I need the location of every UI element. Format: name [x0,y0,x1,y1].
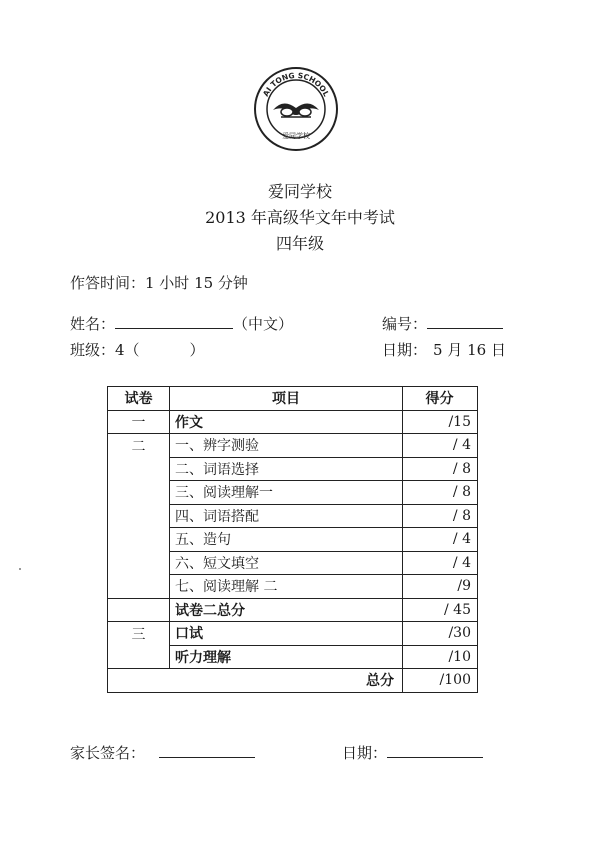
paper-cell [108,528,170,552]
paper-cell [108,598,170,622]
score-table [107,386,478,693]
score-cell: /15 [403,410,478,434]
class-close: ） [189,341,205,359]
item-cell: 听力理解 [170,645,403,669]
score-cell: / 8 [403,481,478,505]
paper-cell: 三 [108,622,170,646]
parent-sign-field[interactable] [159,757,255,758]
name-suffix: （中文） [233,315,294,333]
class-label: 班级：4（ [70,341,140,359]
name-line [70,313,293,334]
item-cell: 试卷二总分 [170,598,403,622]
table-row [108,575,478,599]
table-header-row [108,387,478,411]
score-cell: / 4 [403,528,478,552]
exam-title: 2013 年高级华文年中考试 [205,208,395,227]
number-field[interactable] [427,328,503,329]
score-cell: / 4 [403,434,478,458]
grade-label: 四年级 [275,234,324,253]
name-field[interactable] [115,328,233,329]
parent-sign-label: 家长签名： [70,744,146,762]
paper-cell [108,645,170,669]
table-row [108,410,478,434]
logo-bottom-text: 爱同学校 [282,132,310,140]
table-row [108,622,478,646]
item-cell: 作文 [170,410,403,434]
paper-cell [108,457,170,481]
number-label: 编号： [382,315,428,333]
paper-cell [108,551,170,575]
paper-cell [108,575,170,599]
date-line [382,339,506,360]
paper-cell [108,481,170,505]
item-cell: 口试 [170,622,403,646]
table-row [108,551,478,575]
footer-date-field[interactable] [387,757,483,758]
table-row [108,481,478,505]
item-cell: 四、词语搭配 [170,504,403,528]
parent-sign-line [70,742,255,763]
name-label: 姓名： [70,315,116,333]
score-cell: /30 [403,622,478,646]
item-cell: 七、阅读理解 二 [170,575,403,599]
date-label: 日期： [382,341,428,359]
footer-date-label: 日期： [342,744,388,762]
table-row [108,598,478,622]
score-cell: /9 [403,575,478,599]
total-label: 总分 [108,669,403,693]
table-total-row [108,669,478,693]
paper-cell: 二 [108,434,170,458]
scan-speck [19,568,21,570]
table-row [108,457,478,481]
item-cell: 六、短文填空 [170,551,403,575]
paper-cell: 一 [108,410,170,434]
score-cell: / 4 [403,551,478,575]
score-cell: / 8 [403,457,478,481]
table-row [108,645,478,669]
item-cell: 二、词语选择 [170,457,403,481]
date-value: 5 月 16 日 [433,341,506,359]
table-row [108,434,478,458]
item-cell: 三、阅读理解一 [170,481,403,505]
school-name: 爱同学校 [267,182,332,201]
score-cell: / 8 [403,504,478,528]
class-line [70,339,205,360]
school-crest-icon [253,66,339,152]
table-row [108,504,478,528]
table-row [108,528,478,552]
score-cell: /10 [403,645,478,669]
header-item: 项目 [170,387,403,411]
logo-ring-text: AI TONG SCHOOL [261,70,331,98]
paper-cell [108,504,170,528]
header-paper: 试卷 [108,387,170,411]
total-score: /100 [403,669,478,693]
header-score: 得分 [403,387,478,411]
item-cell: 一、辨字测验 [170,434,403,458]
score-cell: / 45 [403,598,478,622]
number-line [382,313,503,334]
item-cell: 五、造句 [170,528,403,552]
duration-line: 作答时间：1 小时 15 分钟 [70,274,248,292]
footer-date-line [342,742,483,763]
